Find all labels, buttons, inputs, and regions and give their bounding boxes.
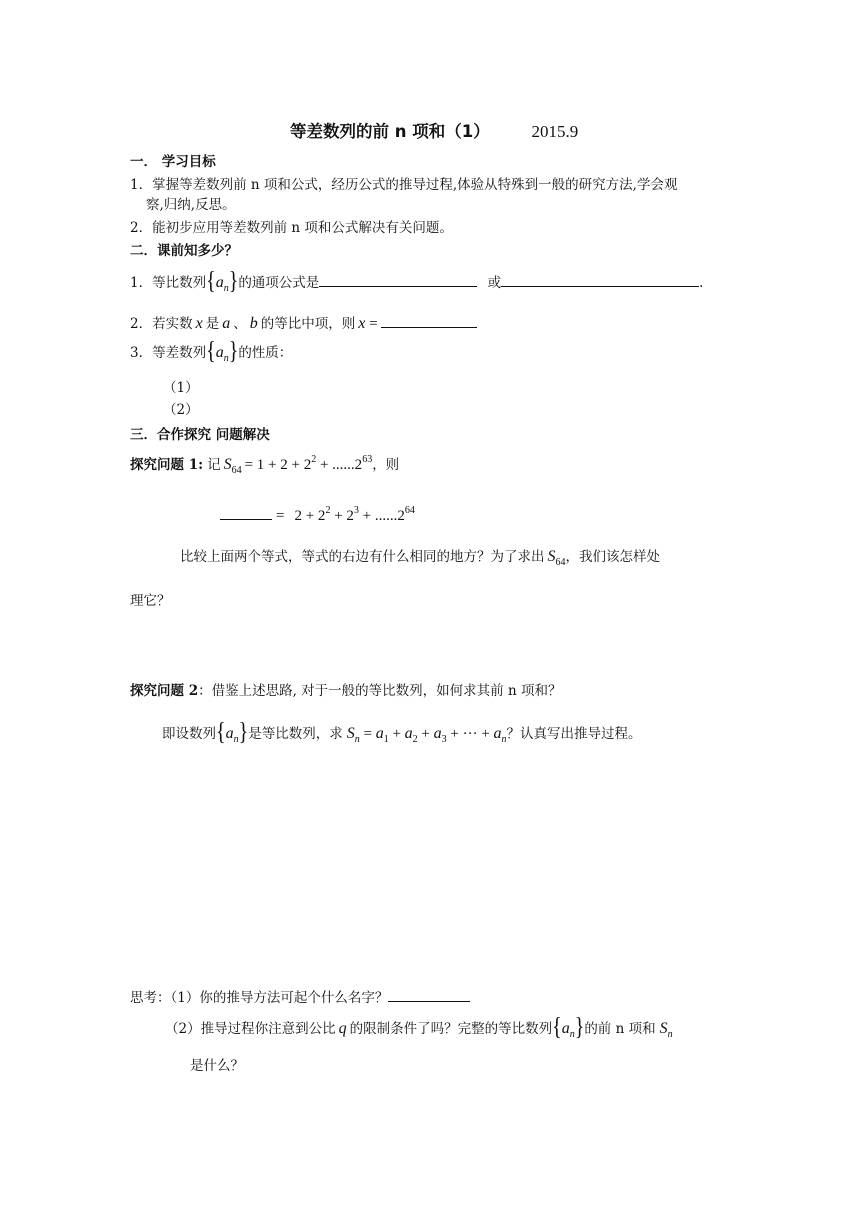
title-main: 等差数列的前 n 项和（1） bbox=[290, 122, 490, 141]
property-1-label: （1） bbox=[163, 380, 199, 396]
problem-1-second-equation: = $2 + 2^2 + 2^3 + ......2^{64}$ bbox=[220, 505, 415, 527]
property-2-label: （2） bbox=[163, 402, 199, 418]
question-2: 2．若实数 x 是 a 、 b 的等比中项，则 x = bbox=[130, 313, 477, 333]
section3-heading: 三．合作探究 问题解决 bbox=[130, 427, 270, 443]
problem-1-statement: 探究问题 1: 记 $S_{64} = 1 + 2 + 2^2 + ......2^{63}$，则 bbox=[130, 454, 400, 476]
think-question-2-line2: 是什么？ bbox=[190, 1058, 244, 1074]
question-1: 1．等比数列$\{a_n\}$的通项公式是 或 . bbox=[130, 267, 704, 295]
answer-blank-2 bbox=[501, 272, 699, 287]
section1-heading: 一． 学习目标 bbox=[130, 154, 216, 170]
think-question-2: （2）推导过程你注意到公比 q 的限制条件了吗？完整的等比数列$\{a_n\}$的前 n 项和 $S_n$ bbox=[165, 1013, 673, 1041]
problem-2-task: 即设数列$\{a_n\}$是等比数列，求 $S_n = a_1 + a_2 + a_3$ + ··· + $a_n$？认真写出推导过程。 bbox=[162, 718, 642, 746]
problem-2-statement: 探究问题 2：借鉴上述思路, 对于一般的等比数列，如何求其前 n 项和？ bbox=[130, 683, 562, 699]
section1-item1-line1: 1．掌握等差数列前 n 项和公式，经历公式的推导过程,体验从特殊到一般的研究方法,学会观 bbox=[130, 177, 678, 193]
section2-heading: 二．课前知多少？ bbox=[130, 243, 238, 259]
section1-item2: 2．能初步应用等差数列前 n 项和公式解决有关问题。 bbox=[130, 220, 453, 236]
problem-1-question-line1: 比较上面两个等式，等式的右边有什么相同的地方？为了求出 $S_{64}$，我们该怎样处 bbox=[180, 548, 660, 568]
answer-blank-5 bbox=[388, 987, 470, 1002]
think-question-1: 思考：（1）你的推导方法可起个什么名字？ bbox=[130, 987, 470, 1007]
answer-blank-3 bbox=[381, 313, 477, 328]
title-date: 2015.9 bbox=[531, 122, 579, 141]
answer-blank-1 bbox=[319, 272, 477, 287]
page-title bbox=[290, 118, 578, 142]
answer-blank-4 bbox=[220, 505, 272, 520]
problem-1-question-line2: 理它？ bbox=[130, 593, 171, 609]
question-3: 3．等差数列$\{a_n\}$的性质： bbox=[130, 337, 293, 365]
section1-item1-line2: 察,归纳,反思。 bbox=[146, 197, 236, 213]
